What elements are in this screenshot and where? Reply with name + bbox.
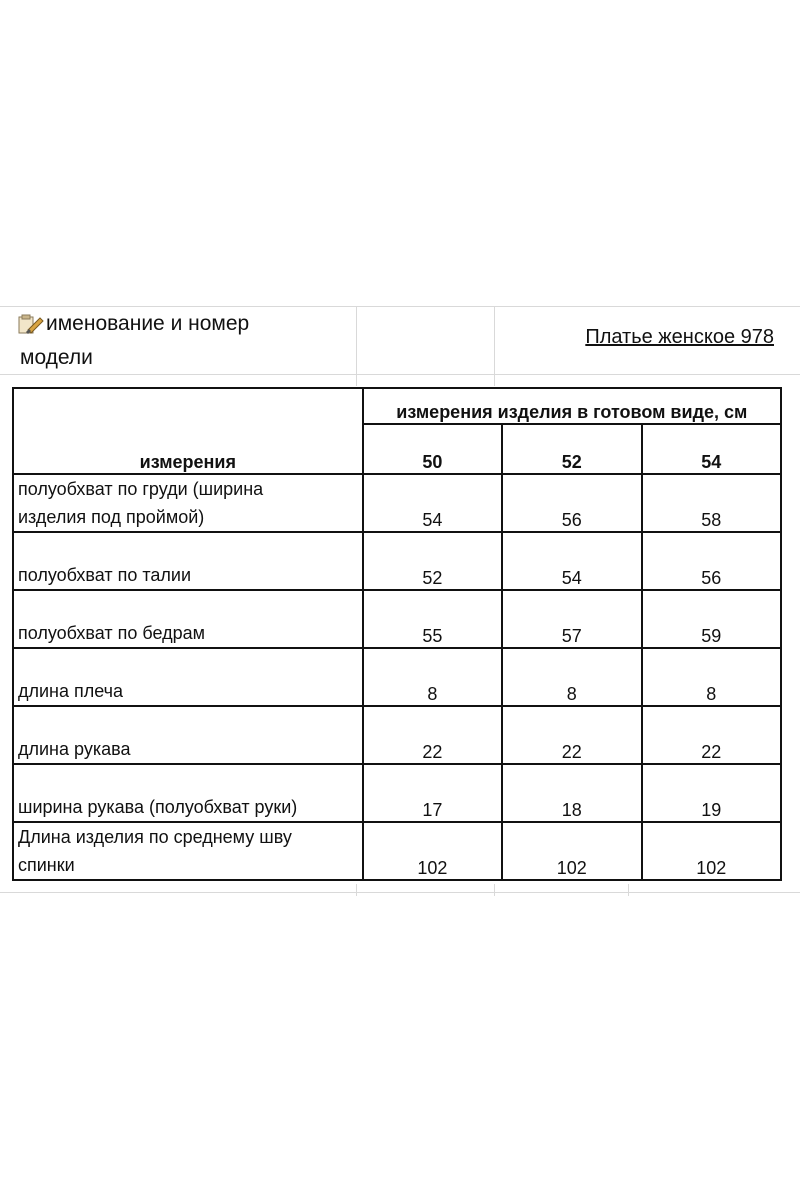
sheet-gridline	[356, 884, 357, 896]
table-cell: 19	[642, 764, 781, 822]
table-cell: 54	[502, 532, 641, 590]
table-cell: 17	[363, 764, 502, 822]
size-header: 52	[502, 424, 641, 474]
table-cell: 102	[502, 822, 641, 880]
row-label-line2: полуобхват по талии	[18, 565, 192, 585]
table-cell: 57	[502, 590, 641, 648]
table-row	[13, 474, 781, 532]
row-label-line2: спинки	[18, 855, 75, 875]
table-cell: 102	[363, 822, 502, 880]
row-label-line1: полуобхват по груди (ширина	[18, 479, 264, 499]
sheet-gridline	[0, 306, 800, 307]
sheet-gridline	[0, 892, 800, 893]
table-cell: 102	[642, 822, 781, 880]
row-label-line2: ширина рукава (полуобхват руки)	[18, 797, 298, 817]
table-cell: 22	[642, 706, 781, 764]
sheet-gridline	[0, 374, 800, 375]
group-header: измерения изделия в готовом виде, см	[363, 388, 781, 424]
table-cell: 8	[363, 648, 502, 706]
table-cell: 54	[363, 474, 502, 532]
paste-brush-icon[interactable]	[18, 314, 44, 336]
table-cell: 56	[642, 532, 781, 590]
measure-column-header: измерения	[13, 388, 363, 474]
row-label	[13, 822, 363, 880]
table-cell: 56	[502, 474, 641, 532]
row-label	[13, 706, 363, 764]
size-header: 54	[642, 424, 781, 474]
sheet-gridline	[494, 884, 495, 896]
table-cell: 59	[642, 590, 781, 648]
row-label	[13, 764, 363, 822]
sheet-gridline	[628, 884, 629, 896]
row-label	[13, 648, 363, 706]
measurement-table	[12, 387, 782, 881]
table-cell: 22	[502, 706, 641, 764]
row-label-line2: полуобхват по бедрам	[18, 623, 205, 643]
model-name-label-line1: именование и номер	[46, 312, 250, 335]
sheet-gridline	[356, 306, 357, 386]
table-row	[13, 648, 781, 706]
table-row	[13, 590, 781, 648]
model-name-value: Платье женское 978	[585, 326, 774, 348]
table-cell: 8	[502, 648, 641, 706]
row-label-line2: изделия под проймой)	[18, 507, 205, 527]
row-label-line2: длина рукава	[18, 739, 131, 759]
table-cell: 8	[642, 648, 781, 706]
table-row	[13, 764, 781, 822]
table-cell: 18	[502, 764, 641, 822]
row-label	[13, 532, 363, 590]
model-name-label	[46, 309, 249, 339]
row-label-line1: Длина изделия по среднему шву	[18, 827, 292, 847]
table-cell: 58	[642, 474, 781, 532]
row-label	[13, 590, 363, 648]
row-label	[13, 474, 363, 532]
table-row	[13, 706, 781, 764]
table-header-row	[13, 388, 781, 424]
table-row	[13, 822, 781, 880]
table-row	[13, 532, 781, 590]
table-cell: 52	[363, 532, 502, 590]
row-label-line2: длина плеча	[18, 681, 124, 701]
table-cell: 22	[363, 706, 502, 764]
table-cell: 55	[363, 590, 502, 648]
sheet-gridline	[494, 306, 495, 386]
size-header: 50	[363, 424, 502, 474]
model-name-label-line2: модели	[20, 346, 93, 369]
